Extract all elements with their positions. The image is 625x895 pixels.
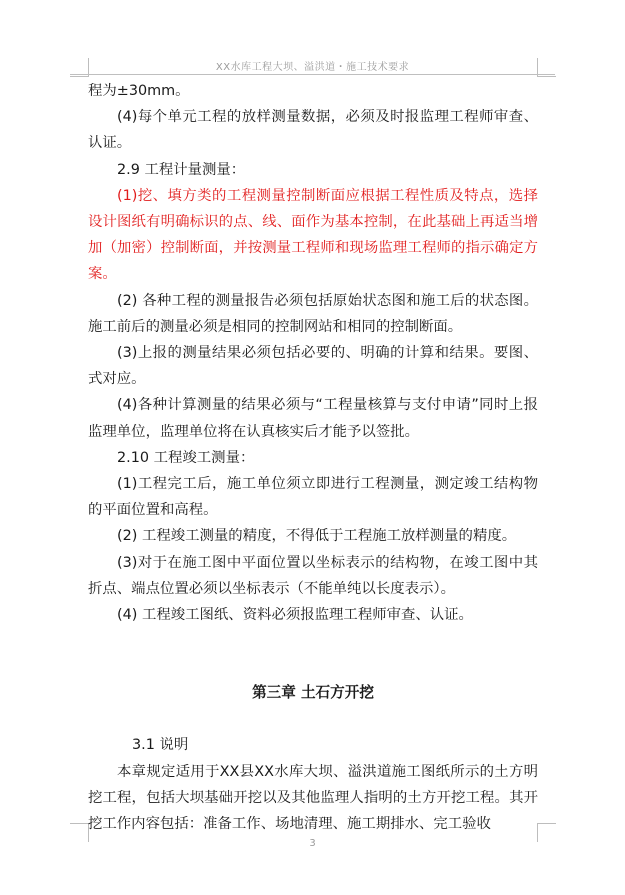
subsection-heading: 2.10 工程竣工测量： [117,449,255,466]
page-number: 3 [309,838,316,849]
paragraph: (4)每个单元工程的放样测量数据，必须及时报监理工程师审查、认证。 [88,109,538,152]
spacer [88,628,538,680]
paragraph: (1)工程完工后，施工单位须立即进行工程测量，测定竣工结构物的平面位置和高程。 [88,476,538,519]
subsection-heading: 2.9 工程计量测量： [117,161,246,178]
paragraph: (2) 各种工程的测量报告必须包括原始状态图和施工后的状态图。施工前后的测量必须是相同的控制网站和相同的控制断面。 [88,292,538,335]
page-header: XX水库工程大坝、溢洪道・施工技术要求 [215,62,410,73]
highlighted-paragraph: (1)挖、填方类的工程测量控制断面应根据工程性质及特点，选择设计图纸有明确标识的点、线、面作为基本控制，在此基础上再适当增加（加密）控制断面，并按测量工程师和现场监理工程师的指示确定方案。 [88,187,538,283]
paragraph: (4) 工程竣工图纸、资料必须报监理工程师审查、认证。 [117,607,473,624]
header-divider [70,74,555,75]
paragraph-continuation: 程为±30mm。 [88,83,190,99]
spacer [88,706,538,732]
paragraph: (4)各种计算测量的结果必须与“工程量核算与支付申请”同时上报监理单位，监理单位将在认真核实后才能予以签批。 [88,397,538,440]
chapter-title: 第三章 土石方开挖 [252,684,374,702]
section-heading: 3.1 说明 [132,737,189,754]
paragraph: (3)对于在施工图中平面位置以坐标表示的结构物，在竣工图中其折点、端点位置必须以坐标表示（不能单纯以长度表示）。 [88,554,538,597]
paragraph: (3)上报的测量结果必须包括必要的、明确的计算和结果。要图、式对应。 [88,345,538,388]
paragraph: 本章规定适用于XX县XX水库大坝、溢洪道施工图纸所示的土方明挖工程，包括大坝基础开挖以及其他监理人指明的土方开挖工程。其开挖工作内容包括：准备工作、场地清理、施工期排水、完工验收 [88,763,538,833]
document-body [88,78,538,837]
paragraph: (2) 工程竣工测量的精度，不得低于工程施工放样测量的精度。 [117,528,517,545]
